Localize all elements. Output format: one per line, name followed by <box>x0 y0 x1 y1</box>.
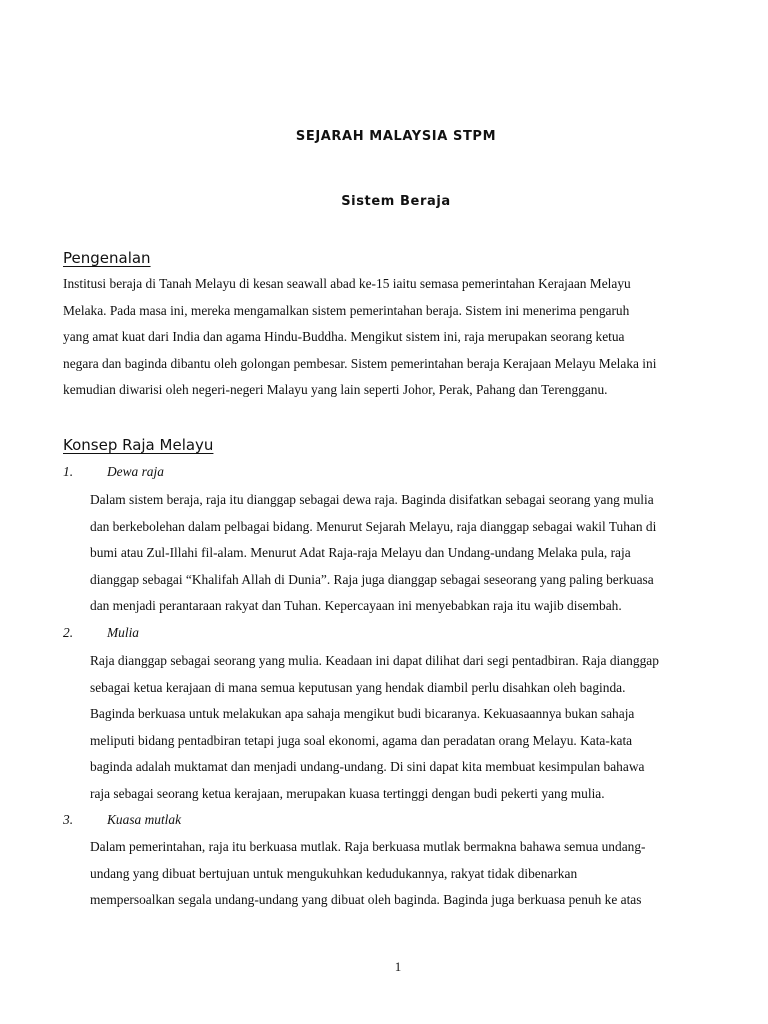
list-item-heading-dewa-raja <box>63 464 164 480</box>
paragraph-line: kemudian diwarisi oleh negeri-negeri Malayu yang lain seperti Johor, Perak, Pahang dan Terengganu. <box>63 382 608 398</box>
page-number: 1 <box>394 959 402 974</box>
paragraph-line: mempersoalkan segala undang-undang yang dibuat oleh baginda. Baginda juga berkuasa penuh ke atas <box>90 892 642 908</box>
list-item-title: Mulia <box>107 625 139 640</box>
paragraph-line: dan berkebolehan dalam pelbagai bidang. Menurut Sejarah Melayu, raja dianggap sebagai wakil Tuhan di <box>90 518 657 534</box>
list-item-number: 3. <box>63 812 74 827</box>
paragraph-line: Baginda berkuasa untuk melakukan apa sahaja mengikut budi bicaranya. Kekuasaannya bukan sahaja <box>90 706 635 722</box>
kuasa-mutlak-paragraph <box>90 834 745 914</box>
list-item-number: 2. <box>63 625 74 640</box>
paragraph-line: baginda adalah muktamat dan menjadi undang-undang. Di sini dapat kita membuat kesimpulan bahawa <box>90 759 645 775</box>
paragraph-line: meliputi bidang pentadbiran tetapi juga soal ekonomi, agama dan peradatan orang Melayu. Kata-kata <box>90 732 633 748</box>
paragraph-line: bumi atau Zul-Illahi fil-alam. Menurut Adat Raja-raja Melayu dan Undang-undang Melaka pula, raja <box>90 545 631 561</box>
paragraph-line: Dalam sistem beraja, raja itu dianggap sebagai dewa raja. Baginda disifatkan sebagai seorang yang mulia <box>90 492 654 507</box>
paragraph-line: yang amat kuat dari India dan agama Hindu-Buddha. Mengikut sistem ini, raja merupakan seorang ketua <box>63 329 625 345</box>
mulia-paragraph <box>90 648 745 808</box>
paragraph-line: undang yang dibuat bertujuan untuk mengukuhkan kedudukannya, rakyat tidak dibenarkan <box>90 865 578 881</box>
list-item-title: Dewa raja <box>107 464 164 479</box>
document-title: SEJARAH MALAYSIA STPM <box>295 129 497 144</box>
list-item-heading-kuasa-mutlak <box>63 812 181 828</box>
paragraph-line: Raja dianggap sebagai seorang yang mulia. Keadaan ini dapat dilihat dari segi pentadbiran. Raja dianggap <box>90 653 659 668</box>
paragraph-line: Melaka. Pada masa ini, mereka mengamalkan sistem pemerintahan beraja. Sistem ini menerima pengaruh <box>63 302 630 318</box>
paragraph-line: dan menjadi perantaraan rakyat dan Tuhan. Kepercayaan ini menyebabkan raja itu wajib disembah. <box>90 598 622 614</box>
paragraph-line: sebagai ketua kerajaan di mana semua keputusan yang hendak diambil perlu disahkan oleh baginda. <box>90 679 626 695</box>
intro-paragraph <box>63 271 743 404</box>
document-subtitle: Sistem Beraja <box>341 194 451 209</box>
paragraph-line: Dalam pemerintahan, raja itu berkuasa mutlak. Raja berkuasa mutlak bermakna bahawa semua undang- <box>90 839 646 854</box>
paragraph-line: negara dan baginda dibantu oleh golongan pembesar. Sistem pemerintahan beraja Kerajaan Melayu Melaka ini <box>63 355 657 371</box>
paragraph-line: Institusi beraja di Tanah Melayu di kesan seawall abad ke-15 iaitu semasa pemerintahan Kerajaan Melayu <box>63 276 631 291</box>
paragraph-line: dianggap sebagai “Khalifah Allah di Dunia”. Raja juga dianggap sebagai seseorang yang paling berkuasa <box>90 571 654 587</box>
paragraph-line: raja sebagai seorang ketua kerajaan, merupakan kuasa tertinggi dengan budi pekerti yang mulia. <box>90 785 605 801</box>
list-item-number: 1. <box>63 464 74 479</box>
dewa-raja-paragraph <box>90 487 745 620</box>
list-item-title: Kuasa mutlak <box>107 812 182 827</box>
section-heading-konsep: Konsep Raja Melayu <box>63 436 214 454</box>
list-item-heading-mulia <box>63 625 139 641</box>
section-heading-pengenalan: Pengenalan <box>63 249 151 267</box>
